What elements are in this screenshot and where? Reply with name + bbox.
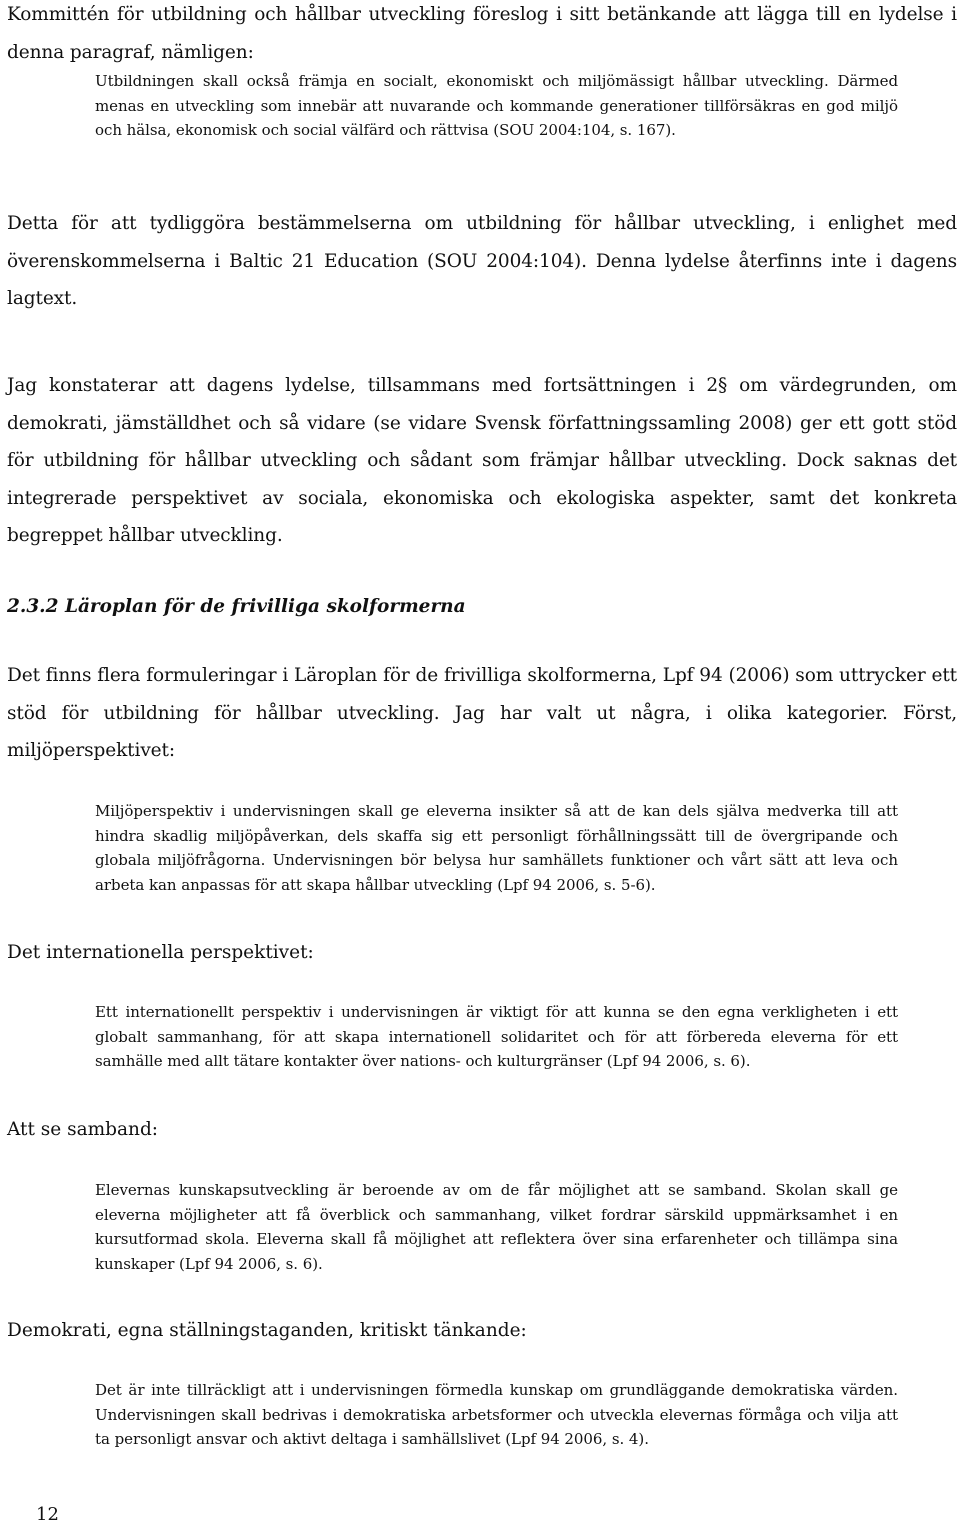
quote-samband: Elevernas kunskapsutveckling är beroende av om de får möjlighet att se samband. Skolan skall ge eleverna möjligheter att få överblick och sammanhang, vilket fordrar särskild uppmärksamhet i en kursutformad skola. Eleverna skall få möjlighet att reflektera över sina erfarenheter och tillämpa sina kunskaper (Lpf 94 2006, s. 6). — [95, 1181, 898, 1273]
page-number: 12 — [36, 1504, 59, 1525]
section-heading: 2.3.2 Läroplan för de frivilliga skolformerna — [7, 596, 466, 617]
label-demokrati: Demokrati, egna ställningstaganden, kritiskt tänkande: — [7, 1320, 527, 1341]
paragraph-lpf: Det finns flera formuleringar i Läroplan för de frivilliga skolformerna, Lpf 94 (2006) som uttrycker ett stöd för utbildning för hållbar utveckling. Jag har valt ut några, i olika kategorier. Först, miljöperspektivet: — [7, 665, 957, 761]
paragraph-baltic: Detta för att tydliggöra bestämmelserna om utbildning för hållbar utveckling, i enlighet med överenskommelserna i Baltic 21 Education (SOU 2004:104). Denna lydelse återfinns inte i dagens lagtext. — [7, 213, 957, 309]
quote-miljo: Miljöperspektiv i undervisningen skall ge eleverna insikter så att de kan dels själva medverka till att hindra skadlig miljöpåverkan, dels skaffa sig ett personligt förhållningssätt till de övergripande och globala miljöfrågorna. Undervisningen bör belysa hur samhällets funktioner och vårt sätt att leva och arbeta kan anpassas för att skapa hållbar utveckling (Lpf 94 2006, s. 5-6). — [95, 802, 898, 894]
intro-paragraph: Kommittén för utbildning och hållbar utveckling föreslog i sitt betänkande att lägga till en lydelse i denna paragraf, nämligen: — [7, 4, 957, 63]
quote-internationellt: Ett internationellt perspektiv i undervisningen är viktigt för att kunna se den egna verkligheten i ett globalt sammanhang, för att skapa internationell solidaritet och för att förbereda eleverna för ett samhälle med allt tätare kontakter över nations- och kulturgränser (Lpf 94 2006, s. 6). — [95, 1003, 898, 1070]
quote-sou: Utbildningen skall också främja en socialt, ekonomiskt och miljömässigt hållbar utveckling. Därmed menas en utveckling som innebär att nuvarande och kommande generationer tillförsäkras en god miljö och hälsa, ekonomisk och social välfärd och rättvisa (SOU 2004:104, s. 167). — [95, 72, 898, 139]
quote-demokrati: Det är inte tillräckligt att i undervisningen förmedla kunskap om grundläggande demokratiska värden. Undervisningen skall bedrivas i demokratiska arbetsformer och utveckla elevernas förmåga och vilja att ta personligt ansvar och aktivt deltaga i samhällslivet (Lpf 94 2006, s. 4). — [95, 1381, 898, 1448]
label-samband: Att se samband: — [7, 1119, 159, 1140]
label-internationella: Det internationella perspektivet: — [7, 942, 314, 963]
paragraph-konstaterar: Jag konstaterar att dagens lydelse, tillsammans med fortsättningen i 2§ om värdegrunden, om demokrati, jämställdhet och så vidare (se vidare Svensk författningssamling 2008) ger ett gott stöd för utbildning för hållbar utveckling och sådant som främjar hållbar utveckling. Dock saknas det integrerade perspektivet av sociala, ekonomiska och ekologiska aspekter, samt det konkreta begreppet hållbar utveckling. — [7, 375, 957, 546]
